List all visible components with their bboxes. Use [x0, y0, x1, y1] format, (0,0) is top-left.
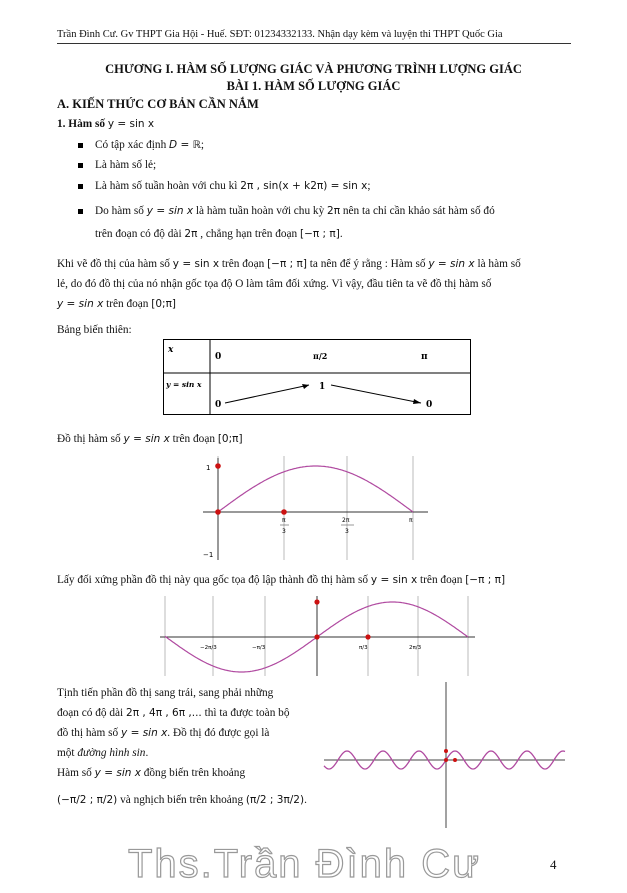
table-y-label: y = sin x [166, 380, 202, 389]
fn-y-sinx: y = sin x [123, 433, 170, 445]
increase-arrow [225, 385, 309, 403]
para-text: trên đoạn [103, 298, 152, 310]
graph-sine-wave-full [322, 680, 567, 830]
bullet-domain [78, 137, 204, 153]
bullet-text: Do hàm số [95, 205, 147, 217]
x-tick-pi3-den: 3 [282, 528, 286, 535]
decrease-arrow [331, 385, 421, 403]
bullet-text: , chẳng hạn trên đoạn [197, 228, 300, 240]
bullet-marker [78, 184, 83, 189]
item1-heading [57, 116, 154, 132]
math-interval: [0;π] [151, 298, 177, 310]
para-text: một [57, 747, 78, 759]
para-text: . [304, 794, 307, 806]
x-tick-2pi3-den: 3 [345, 528, 349, 535]
bullet-end: ; [200, 139, 205, 151]
bullet-end: . [339, 228, 343, 240]
graph2-caption [57, 572, 505, 588]
math-lengths: 2π , 4π , 6π ,... [126, 707, 202, 719]
para-text: đồng biến trên khoảng [140, 767, 246, 779]
math-period: 2π , sin(x + k2π) = sin x [240, 180, 368, 192]
x-tick-2pi3: 2π/3 [409, 645, 422, 651]
x-tick-pi3-num: π [282, 517, 286, 524]
math-domain: D = ℝ [169, 139, 201, 151]
math-period: 2π [327, 205, 341, 217]
graph1-caption [57, 431, 243, 447]
bullet-text: nên ta chỉ cần khảo sát hàm số đó [340, 205, 495, 217]
bullet-text: Có tập xác định [95, 139, 170, 151]
point-max-label [444, 749, 448, 753]
section-a-heading: A. KIẾN THỨC CƠ BẢN CẦN NẮM [57, 97, 259, 111]
page-header: Trần Đình Cư. Gv THPT Gia Hội - Huế. SĐT: 01234332133. Nhận dạy kèm và luyện thi THPT Quốc Gia [57, 29, 503, 40]
point-max-label [314, 599, 319, 604]
para-text: Hàm số [57, 767, 95, 779]
math-interval: [−π ; π] [465, 574, 506, 586]
math-interval: [−π ; π] [300, 228, 340, 240]
bullet-end: ; [367, 180, 371, 192]
math-interval: [0;π] [217, 433, 243, 445]
graph-sin-minus-pi-pi [160, 596, 475, 678]
caption-text: Lấy đối xứng phần đồ thị này qua gốc tọa độ lập thành đồ thị hàm số [57, 574, 371, 586]
page-number: 4 [550, 857, 557, 872]
bullet-marker [78, 163, 83, 168]
point-origin [215, 509, 221, 515]
para-text: lẻ, do đó đồ thị của nó nhận gốc tọa độ O làm tâm đối xứng. Vì vậy, đầu tiên ta vẽ đồ thị hàm số [57, 278, 492, 290]
caption-text: trên đoạn [169, 433, 218, 445]
point-pi3 [365, 634, 370, 639]
para-text: . [145, 747, 149, 759]
bullet-periodic [78, 178, 371, 194]
para-text: là hàm số [474, 258, 521, 270]
math-interval-decrease: (π/2 ; 3π/2) [245, 794, 305, 806]
variation-table-label: Bảng biến thiên: [57, 324, 132, 336]
bullet-text: trên đoạn có độ dài [95, 228, 185, 240]
fn-y-sinx: y = sin x [107, 118, 155, 130]
fn-y-sinx: y = sin x [57, 298, 104, 310]
graph-sin-0-pi [203, 456, 428, 564]
table-y-value-start: 0 [215, 400, 222, 410]
bullet-odd [78, 157, 156, 173]
paragraph-odd-symmetry [57, 254, 571, 314]
item1-label: 1. Hàm số [57, 118, 108, 130]
fn-y-sinx: y = sin x [370, 574, 418, 586]
point-origin [314, 634, 319, 639]
point-pi3 [281, 509, 287, 515]
bullet-text: là hàm tuần hoàn với chu kỳ [193, 205, 328, 217]
x-tick-pi3: π/3 [359, 645, 368, 651]
bullet-marker [78, 209, 83, 214]
sine-curve [218, 466, 413, 512]
x-tick-minus-pi3: −π/3 [252, 645, 266, 651]
para-text: đồ thị hàm số [57, 727, 122, 739]
paragraph-translation [57, 683, 314, 817]
para-text: ta nên để ý rằng : Hàm số [306, 258, 429, 270]
table-y-value-max: 1 [319, 382, 326, 392]
para-text: Tịnh tiến phần đồ thị sang trái, sang phải những [57, 687, 274, 699]
para-text: và nghịch biến trên khoảng [117, 794, 246, 806]
fn-y-sinx: y = sin x [121, 727, 168, 739]
x-tick-minus-2pi3: −2π/3 [200, 645, 217, 651]
point-origin [444, 758, 448, 762]
chapter-title: CHƯƠNG I. HÀM SỐ LƯỢNG GIÁC VÀ PHƯƠNG TRÌNH LƯỢNG GIÁC [105, 62, 522, 76]
para-text: đoạn có độ dài [57, 707, 127, 719]
fn-y-sinx: y = sin x [428, 258, 475, 270]
point-max-label [215, 463, 221, 469]
header-rule [57, 43, 571, 44]
para-text: . Đồ thị đó được gọi là [167, 727, 270, 739]
fn-y-sinx: y = sin x [94, 767, 141, 779]
variation-table [163, 339, 471, 415]
fn-y-sinx: y = sin x [146, 205, 194, 217]
table-x-label: x [168, 345, 174, 355]
x-tick-2pi3-num: 2π [342, 517, 350, 524]
table-x-value-0: 0 [215, 352, 222, 362]
caption-text: trên đoạn [417, 574, 466, 586]
bullet-survey [78, 203, 568, 219]
para-text: thì ta được toàn bộ [201, 707, 290, 719]
table-x-value-half-pi: π/2 [313, 351, 328, 361]
fn-y-sinx: y = sin x [172, 258, 220, 270]
math-period: 2π [184, 228, 198, 240]
term-sine-curve: đường hình sin [77, 747, 146, 759]
bullet-text: Là hàm số tuần hoàn với chu kì [95, 180, 241, 192]
grid [218, 456, 413, 560]
y-tick-1: 1 [206, 464, 211, 472]
math-interval: [−π ; π] [267, 258, 307, 270]
point-pi3 [453, 758, 457, 762]
footer-logo: Ths.Trần Đình Cư [128, 842, 481, 886]
bullet-text: Là hàm số lẻ; [95, 159, 157, 171]
x-tick-pi: π [409, 517, 413, 524]
bullet-survey-line2 [95, 226, 343, 242]
math-interval-increase: (−π/2 ; π/2) [57, 794, 118, 806]
table-x-value-pi: π [421, 352, 428, 362]
para-text: trên đoạn [219, 258, 268, 270]
caption-text: Đồ thị hàm số [57, 433, 124, 445]
para-text: Khi vẽ đồ thị của hàm số [57, 258, 173, 270]
table-y-value-end: 0 [426, 400, 433, 410]
y-tick-minus-1: −1 [203, 551, 214, 559]
lesson-title: BÀI 1. HÀM SỐ LƯỢNG GIÁC [226, 79, 401, 93]
bullet-marker [78, 143, 83, 148]
